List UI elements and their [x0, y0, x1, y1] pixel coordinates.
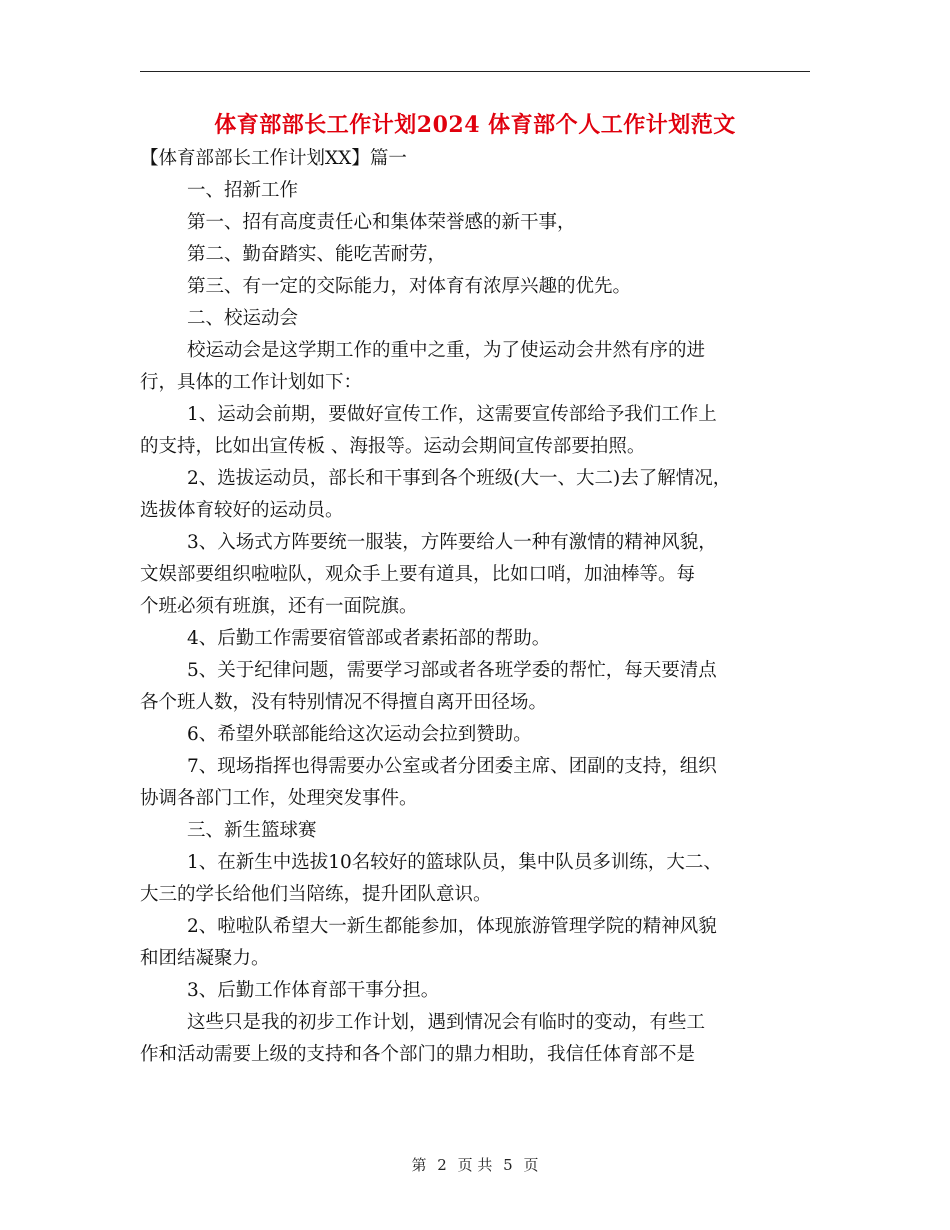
paragraph: 和团结凝聚力。 — [140, 948, 270, 969]
subheading-sports-meet: 二、校运动会 — [187, 308, 299, 329]
paragraph: 第三、有一定的交际能力，对体育有浓厚兴趣的优先。 — [187, 276, 632, 297]
paragraph: 5、关于纪律问题，需要学习部或者各班学委的帮忙，每天要清点 — [187, 660, 717, 681]
paragraph: 1、在新生中选拔10名较好的篮球队员，集中队员多训练，大二、 — [187, 852, 722, 873]
paragraph: 第一、招有高度责任心和集体荣誉感的新干事， — [187, 212, 576, 233]
section-heading: 【体育部部长工作计划XX】篇一 — [140, 148, 407, 169]
paragraph: 7、现场指挥也得需要办公室或者分团委主席、团副的支持，组织 — [187, 756, 717, 777]
paragraph: 4、后勤工作需要宿管部或者素拓部的帮助。 — [187, 628, 551, 649]
paragraph: 的支持，比如出宣传板 、海报等。运动会期间宣传部要拍照。 — [140, 436, 646, 457]
footer-total-pages: 5 — [503, 1156, 513, 1174]
paragraph: 行，具体的工作计划如下： — [140, 372, 363, 393]
paragraph: 6、希望外联部能给这次运动会拉到赞助。 — [187, 724, 532, 745]
paragraph: 协调各部门工作，处理突发事件。 — [140, 788, 418, 809]
page-footer — [0, 1154, 950, 1175]
paragraph: 校运动会是这学期工作的重中之重，为了使运动会井然有序的进 — [187, 340, 706, 361]
subheading-basketball: 三、新生篮球赛 — [187, 820, 317, 841]
footer-middle: 页 共 — [457, 1156, 493, 1174]
document-title: 体育部部长工作计划2024 体育部个人工作计划范文 — [214, 112, 736, 138]
paragraph: 这些只是我的初步工作计划，遇到情况会有临时的变动，有些工 — [187, 1012, 706, 1033]
paragraph: 个班必须有班旗，还有一面院旗。 — [140, 596, 418, 617]
paragraph: 各个班人数，没有特别情况不得擅自离开田径场。 — [140, 692, 548, 713]
paragraph: 第二、勤奋踏实、能吃苦耐劳， — [187, 244, 447, 265]
paragraph: 1、运动会前期，要做好宣传工作，这需要宣传部给予我们工作上 — [187, 404, 717, 425]
document-body — [140, 143, 812, 1071]
header-rule — [140, 71, 810, 72]
paragraph: 3、入场式方阵要统一服装，方阵要给人一种有激情的精神风貌， — [187, 532, 717, 553]
paragraph: 作和活动需要上级的支持和各个部门的鼎力相助，我信任体育部不是 — [140, 1044, 696, 1065]
paragraph: 文娱部要组织啦啦队，观众手上要有道具，比如口哨，加油棒等。每 — [140, 564, 696, 585]
paragraph: 3、后勤工作体育部干事分担。 — [187, 980, 440, 1001]
paragraph: 大三的学长给他们当陪练，提升团队意识。 — [140, 884, 492, 905]
footer-prefix: 第 — [411, 1156, 427, 1174]
subheading-recruitment: 一、招新工作 — [187, 180, 299, 201]
paragraph: 2、选拔运动员，部长和干事到各个班级(大一、大二)去了解情况， — [187, 468, 732, 489]
paragraph: 2、啦啦队希望大一新生都能参加，体现旅游管理学院的精神风貌 — [187, 916, 717, 937]
footer-suffix: 页 — [523, 1156, 539, 1174]
paragraph: 选拔体育较好的运动员。 — [140, 500, 344, 521]
footer-current-page: 2 — [437, 1156, 447, 1174]
